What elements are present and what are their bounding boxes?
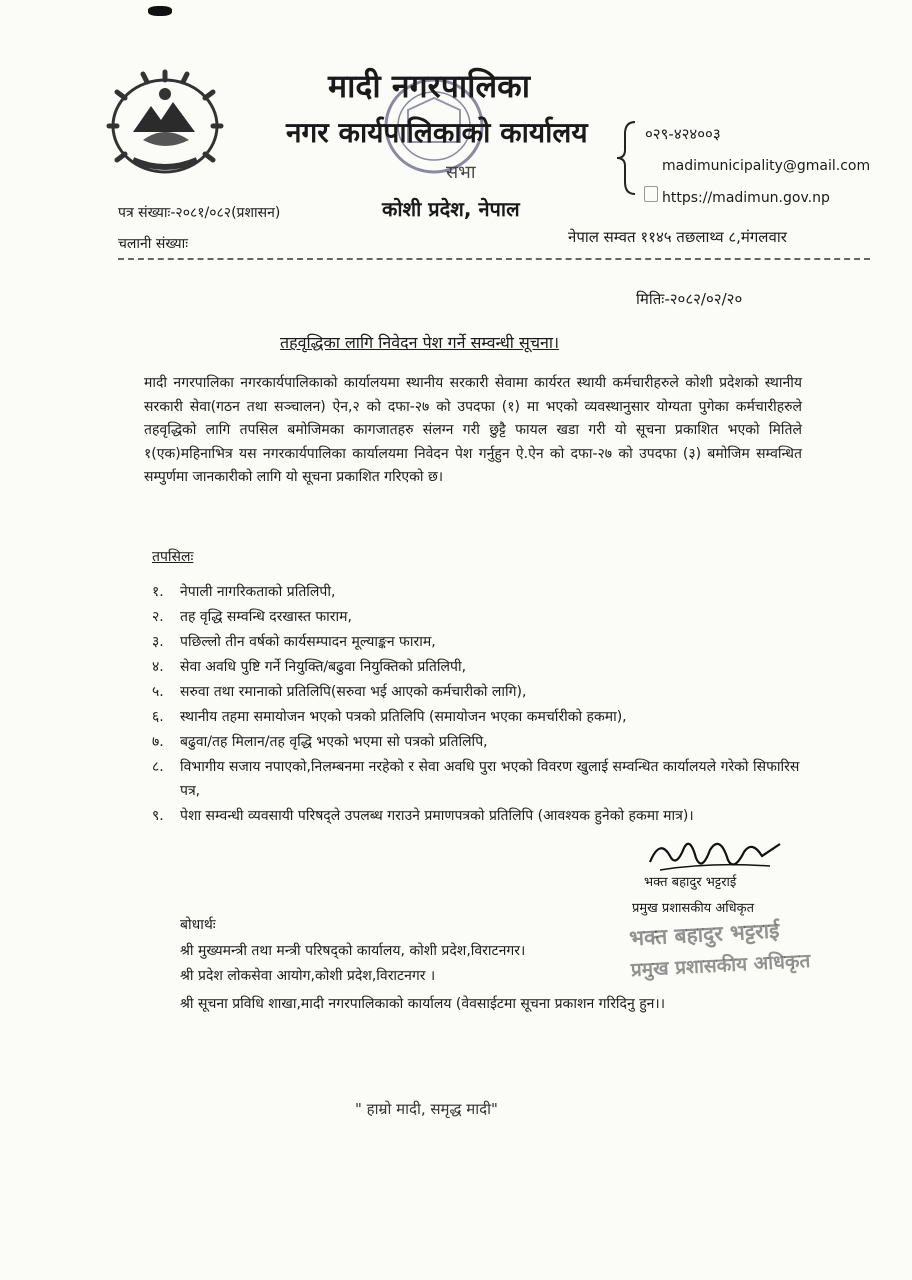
details-heading: तपसिलः xyxy=(152,549,194,565)
stamp-name: भक्त बहादुर भट्टराई xyxy=(628,918,780,951)
nepal-emblem-icon xyxy=(103,68,227,180)
cc-line: श्री सूचना प्रविधि शाखा,मादी नगरपालिकाको कार्यालय (वेवसाईटमा सूचना प्रकाशन गरिदिनु हुन।। xyxy=(180,996,666,1012)
notice-subject: तहवृद्धिका लागि निवेदन पेश गर्ने सम्वन्धी सूचना। xyxy=(280,333,560,352)
cc-heading: बोधार्थः xyxy=(180,917,216,933)
phone-number: ०२९-४२४००३ xyxy=(645,125,721,143)
list-item: ४. सेवा अवधि पुष्टि गर्ने नियुक्ति/बढुवा नियुक्तिको प्रतिलिपी, xyxy=(152,659,467,675)
email-address: madimunicipality@gmail.com xyxy=(662,158,871,174)
list-item: १. नेपाली नागरिकताको प्रतिलिपी, xyxy=(152,584,336,600)
web-icon xyxy=(644,186,658,202)
notice-body: मादी नगरपालिका नगरकार्यपालिकाको कार्यालयमा स्थानीय सरकारी सेवामा कार्यरत स्थायी कर्मचारीहरुले कोशी प्रदेशको स्थानीय सरकारी सेवा(गठन तथा सञ्चालन) ऐन,२ को दफा-२७ को उपदफा (१) मा भएको व्यवस्थानुसार योग्यता पुगेका कर्मचारीहरुले तहवृद्धिको लागि तपसिल बमोजिमका कागजातहरु संलग्न गरी छुट्टै फायल खडा गरी यो सूचना प्रकाशित भएको मितिले १(एक)महिनाभित्र यस नगरकार्यपालिका कार्यालयमा निवेदन पेश गर्नुहुन ऐ.ऐन को दफा-२७ को उपदफा (३) बमोजिम सम्वन्धित सम्पुर्णमा जानकारीको लागि यो सूचना प्रकाशित गरिएको छ। xyxy=(144,375,802,485)
municipality-name: मादी नगरपालिका xyxy=(328,67,531,105)
list-item: ९. पेशा सम्वन्धी व्यवसायी परिषद्ले उपलब्ध गराउने प्रमाणपत्रको प्रतिलिपि (आवश्यक हुनेको हकमा मात्र)। xyxy=(152,808,694,824)
list-item: ७. बढुवा/तह मिलान/तह वृद्धि भएको भएमा सो पत्रको प्रतिलिपि, xyxy=(152,734,488,750)
office-name: नगर कार्यपालिकाको कार्यालय xyxy=(286,116,588,149)
letter-date: मितिः-२०८२/०२/२० xyxy=(636,290,743,308)
header-sabha-text: सभा xyxy=(446,162,476,183)
header-divider xyxy=(118,258,870,260)
list-item: ५. सरुवा तथा रमानाको प्रतिलिपि(सरुवा भई आएको कर्मचारीको लागि), xyxy=(152,684,527,700)
list-item: २. तह वृद्धि सम्वन्धि दरखास्त फाराम, xyxy=(152,609,352,625)
list-item: ३. पछिल्लो तीन वर्षको कार्यसम्पादन मूल्याङ्कन फाराम, xyxy=(152,634,436,650)
list-item: ६. स्थानीय तहमा समायोजन भएको पत्रको प्रतिलिपि (समायोजन भएका कमर्चारीको हकमा), xyxy=(152,709,627,725)
cc-line: श्री प्रदेश लोकसेवा आयोग,कोशी प्रदेश,विराटनगर । xyxy=(180,968,436,984)
nepal-samvat-date: नेपाल सम्वत ११४५ तछलाथ्व ८,मंगलवार xyxy=(568,228,787,246)
dispatch-number: चलानी संख्याः xyxy=(118,236,189,252)
document-list xyxy=(152,580,812,828)
contact-brace xyxy=(615,120,641,196)
stamp-post: प्रमुख प्रशासकीय अधिकृत xyxy=(630,949,811,982)
list-item: ८. विभागीय सजाय नपाएको,निलम्बनमा नरहेको र सेवा अवधि पुरा भएको विवरण खुलाई सम्वन्धित कार्यालयले गरेको सिफारिस पत्र, xyxy=(152,759,800,799)
signatory-post: प्रमुख प्रशासकीय अधिकृत xyxy=(632,901,755,916)
name-stamp xyxy=(623,913,842,986)
slogan: " हाम्रो मादी, समृद्ध मादी" xyxy=(355,1100,498,1118)
province-address: कोशी प्रदेश, नेपाल xyxy=(382,197,520,221)
website-url: https://madimun.gov.np xyxy=(662,190,830,206)
scan-smudge xyxy=(148,6,172,16)
letter-number: पत्र संख्याः-२०८१/०८२(प्रशासन) xyxy=(118,205,281,221)
signatory-name: भक्त बहादुर भट्टराई xyxy=(644,875,737,890)
cc-line: श्री मुख्यमन्त्री तथा मन्त्री परिषद्को कार्यालय, कोशी प्रदेश,विराटनगर। xyxy=(180,943,526,959)
